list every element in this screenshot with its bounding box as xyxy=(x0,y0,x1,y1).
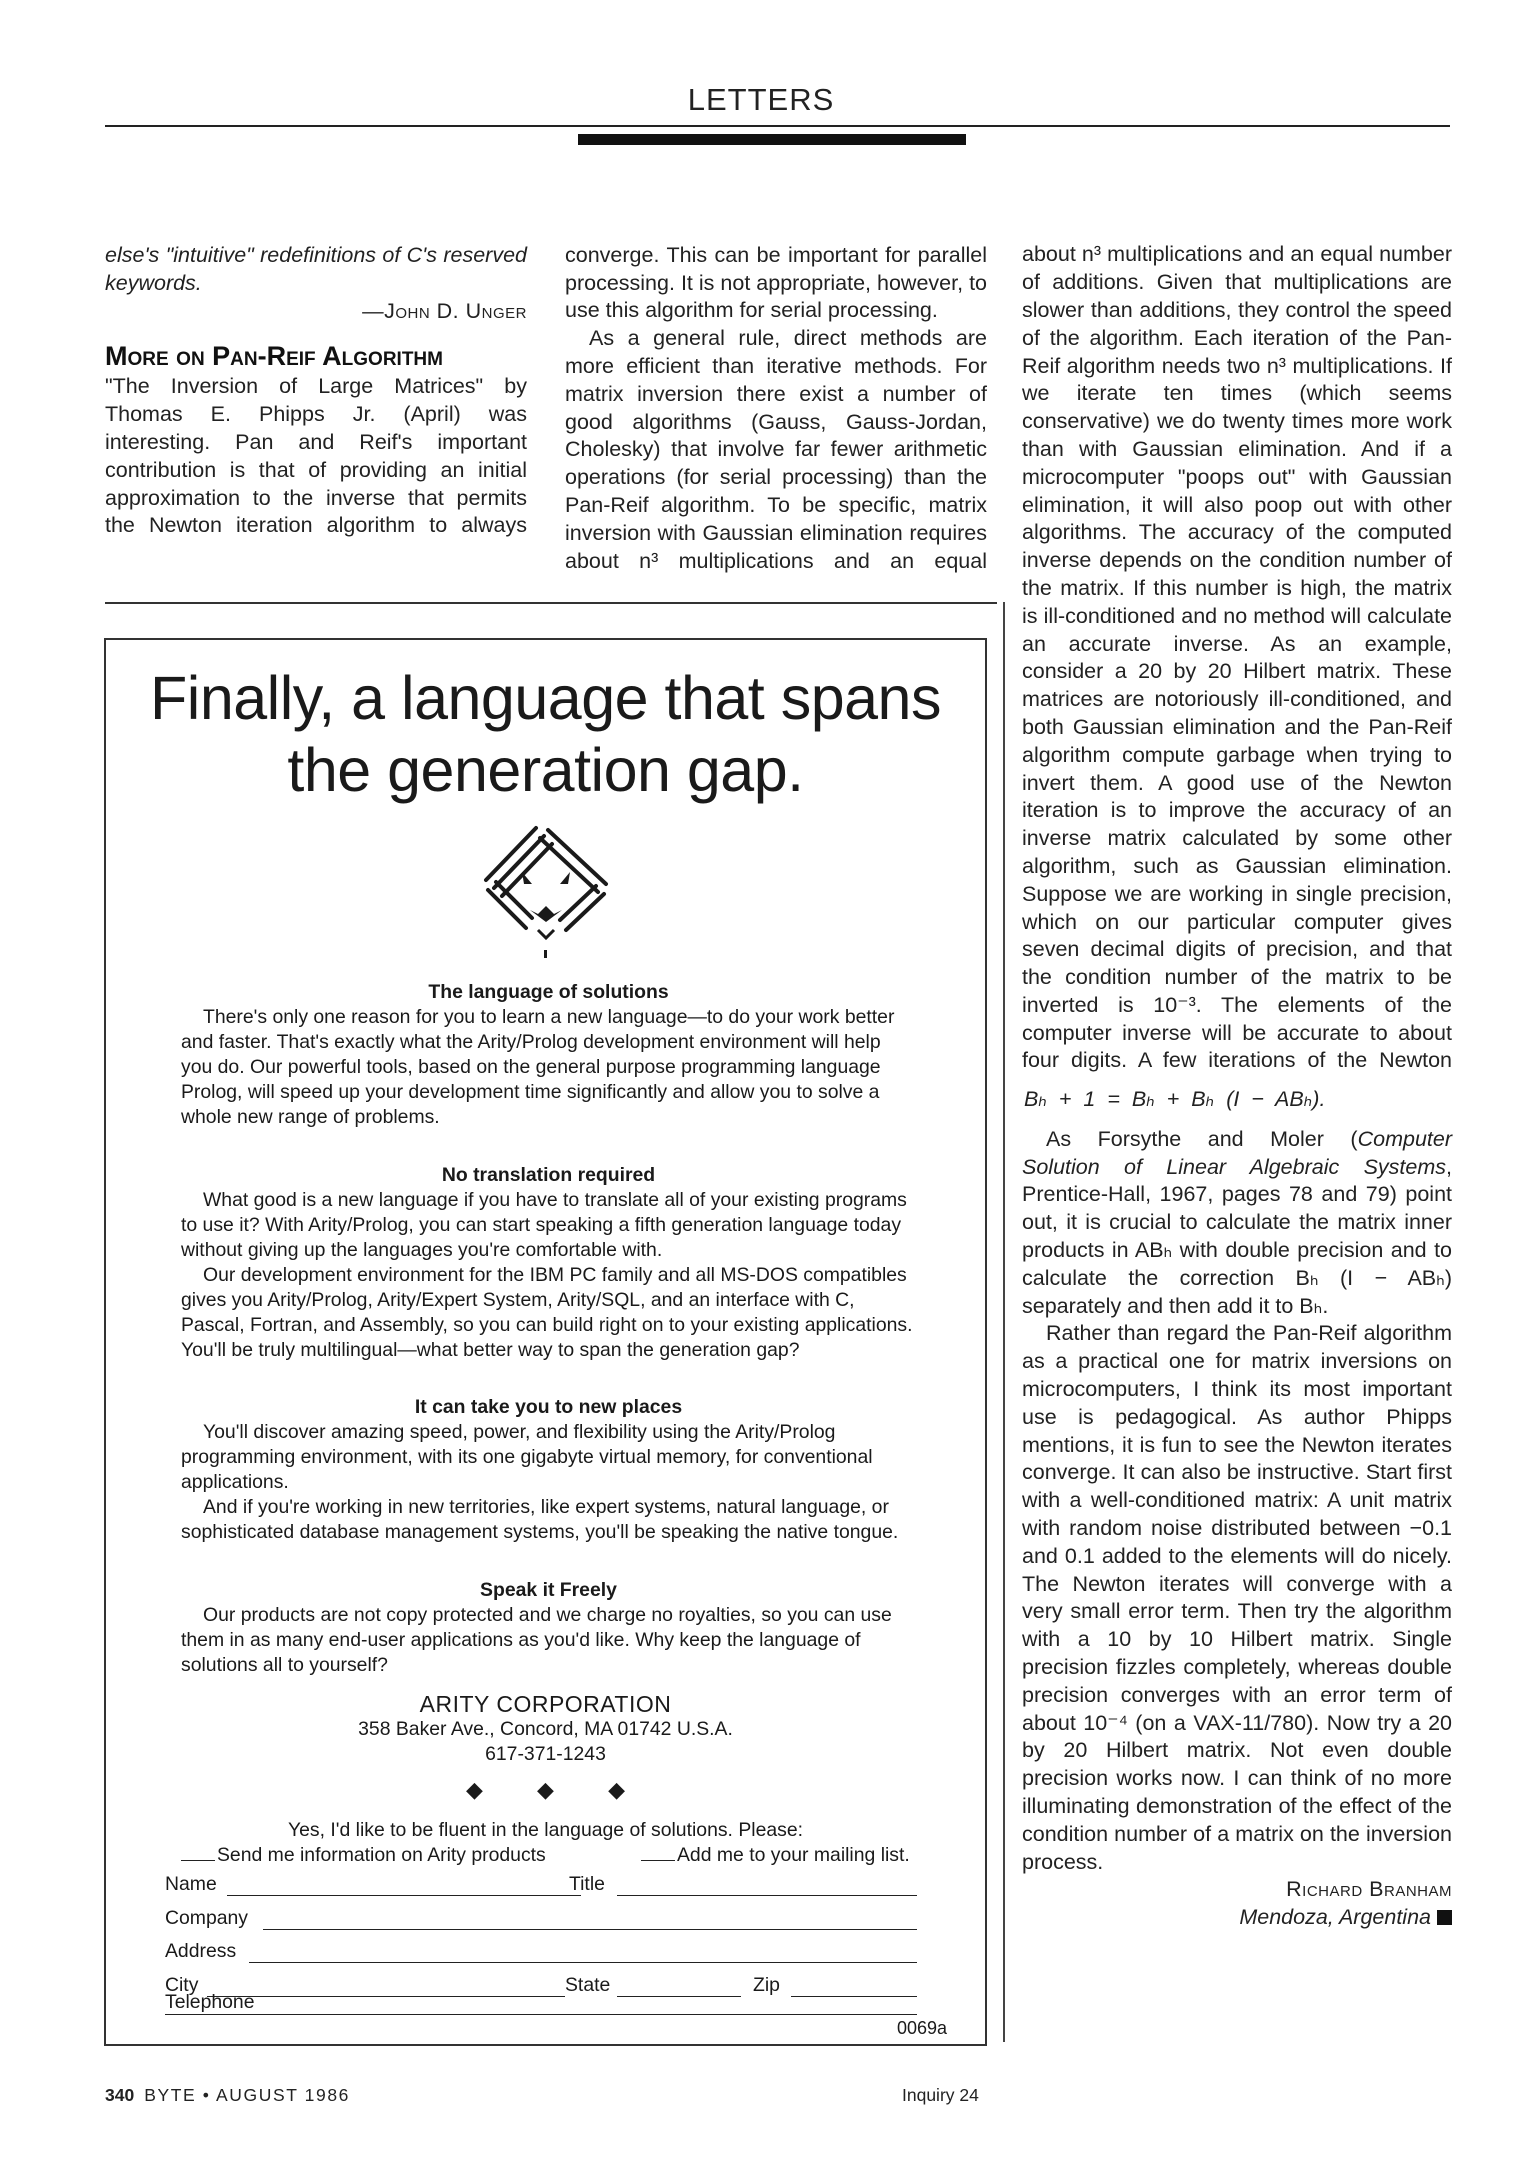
footer-folio xyxy=(105,2085,350,2106)
letter-signature-2: Richard Branham xyxy=(1286,1877,1452,1902)
ad-section-title: It can take you to new places xyxy=(414,1396,683,1418)
letter-paragraph: "The Inversion of Large Matrices" by Thomas E. Phipps Jr. (April) was interesting. Pan and Reif's important contribution is that of providing an initial approximation to the inverse that permits the Newton iteration algorithm to always xyxy=(105,374,527,538)
para3-start: As Forsythe and Moler ( xyxy=(1046,1126,1358,1151)
advertisement xyxy=(104,638,987,2046)
letter-paragraph-4: Rather than regard the Pan-Reif algorithm as a practical one for matrix inversions on microcomputers, I think its most important use is pedagogical. As author Phipps mentions, it is fun to see the Newton iterates converge. It can also be instructive. Start first with a well-conditioned matrix: A unit matrix with random noise distributed between −0.1 and 0.1 added to the elements will do nicely. The Newton iterates will converge with a very small error term. Then try the algorithm with a 10 by 10 Hilbert matrix. Single precision fizzles completely, whereas double precision converges with an error term of about 10⁻⁴ (on a VAX-11/780). Now try a 20 by 20 Hilbert matrix. Not even double precision works now. I can think of no more illuminating demonstration of the effect of the condition number of a matrix on the inversion process. xyxy=(1022,1321,1452,1874)
letter-signature: —John D. Unger xyxy=(362,298,527,323)
ad-paragraph: Our development environment for the IBM PC family and all MS-DOS compatibles gives you Arity/Prolog, Arity/Expert System, Arity/SQL, and an interface with C, Pascal, Fortran, and Assembly, so you can build right on to your existing applications. You'll be truly multilingual—what better way to span the generation gap? xyxy=(181,1264,913,1361)
ad-section xyxy=(181,1163,916,1363)
magazine-issue: BYTE • AUGUST 1986 xyxy=(144,2085,350,2105)
ad-section xyxy=(181,1395,916,1545)
location-text: Mendoza, Argentina xyxy=(1239,1905,1431,1930)
ad-paragraph: There's only one reason for you to learn a new language—to do your work better and faster. That's exactly what the Arity/Prolog development environment will help you do. Our powerful tools, based on the general purpose programming language Prolog, will speed up your development time significantly and allow you to solve a whole new range of problems. xyxy=(181,1006,895,1128)
address-label: Address xyxy=(165,1940,237,1962)
letter-paragraph-3 xyxy=(1022,1126,1452,1321)
column-3 xyxy=(1022,242,1452,1932)
company-block xyxy=(106,1692,985,1767)
ad-headline xyxy=(106,662,985,806)
letter-closing: else's "intuitive" redefinitions of C's reserved keywords. xyxy=(105,243,527,295)
column-1 xyxy=(105,242,527,539)
telephone-label: Telephone xyxy=(165,1991,255,2013)
company-field[interactable] xyxy=(263,1929,917,1930)
ad-section-title: Speak it Freely xyxy=(480,1579,617,1601)
company-phone: 617-371-1243 xyxy=(485,1743,606,1765)
option-send-info[interactable] xyxy=(181,1843,546,1868)
lion-head-logo-icon xyxy=(466,810,626,960)
inquiry-number: Inquiry 24 xyxy=(902,2085,979,2105)
book-title: Computer Solution of Linear Algebraic Systems xyxy=(1022,1126,1452,1179)
address-field[interactable] xyxy=(249,1962,917,1963)
state-label: State xyxy=(565,1974,611,1996)
ad-section xyxy=(181,1578,916,1678)
title-label: Title xyxy=(569,1873,605,1895)
letter-paragraph-2: As a general rule, direct methods are more efficient than iterative methods. For matrix inversion there exist a number of good algorithms (Gauss, Gauss-Jordan, Cholesky) that involve far fewer arithmetic operations (for serial processing) than the Pan-Reif algorithm. To be specific, matrix inversion with Gaussian elimination requires about n³ multiplications and an equal xyxy=(565,326,987,573)
column-2 xyxy=(565,242,987,576)
ad-section-title: No translation required xyxy=(441,1164,656,1186)
option-send-info-label: Send me information on Arity products xyxy=(217,1844,546,1866)
ad-section-title: The language of solutions xyxy=(428,981,669,1003)
name-label: Name xyxy=(165,1873,217,1895)
header-rule xyxy=(105,125,1450,127)
end-mark-icon xyxy=(1437,1910,1452,1925)
ad-headline-line2: the generation gap. xyxy=(287,736,804,804)
name-field[interactable] xyxy=(227,1895,581,1896)
ad-paragraph: Our products are not copy protected and we charge no royalties, so you can use them in as many end-user applications as you'd like. Why keep the language of solutions all to yourself? xyxy=(181,1604,892,1676)
page-number: 340 xyxy=(105,2085,135,2105)
company-label: Company xyxy=(165,1907,248,1929)
option-mailing-list-label: Add me to your mailing list. xyxy=(677,1844,910,1866)
newton-equation: Bₕ + 1 = Bₕ + Bₕ (I − ABₕ). xyxy=(1024,1087,1326,1111)
ad-paragraph: You'll discover amazing speed, power, and flexibility using the Arity/Prolog programming environment, with its one gigabyte virtual memory, for conventional applications. xyxy=(181,1421,873,1493)
form-row-telephone xyxy=(165,1991,917,2015)
header-bar xyxy=(578,134,966,145)
letter-location xyxy=(1022,1904,1452,1932)
form-row-company xyxy=(165,1907,917,1931)
ad-paragraph: And if you're working in new territories, like expert systems, natural language, or sophisticated database management systems, you'll be speaking the native tongue. xyxy=(181,1496,899,1543)
letter-paragraph-cont: converge. This can be important for parallel processing. It is not appropriate, however, to use this algorithm for serial processing. xyxy=(565,242,987,323)
form-row-name xyxy=(165,1873,917,1897)
zip-label: Zip xyxy=(753,1974,780,1996)
ad-paragraph: What good is a new language if you have to translate all of your existing programs to use it? With Arity/Prolog, you can start speaking a fifth generation language today without giving up the languages you're comfortable with. xyxy=(181,1189,907,1261)
ad-code: 0069a xyxy=(896,2018,947,2038)
title-field[interactable] xyxy=(617,1895,917,1896)
letter-heading: More on Pan-Reif Algorithm xyxy=(105,341,443,372)
city-label: City xyxy=(165,1974,199,1996)
section-title: LETTERS xyxy=(687,82,835,117)
option-mailing-list[interactable] xyxy=(641,1843,910,1868)
ad-headline-line1: Finally, a language that spans xyxy=(150,664,941,732)
company-address: 358 Baker Ave., Concord, MA 01742 U.S.A. xyxy=(358,1718,733,1740)
checkbox-line[interactable] xyxy=(181,1860,215,1861)
para3-end: , Prentice-Hall, 1967, pages 78 and 79) point out, it is crucial to calculate the matrix inner products in ABₕ with double precision and to calculate the correction Bₕ (I − ABₕ) separately and then add it to Bₕ. xyxy=(1022,1154,1452,1318)
form-row-address xyxy=(165,1940,917,1964)
letter-paragraph-2-cont: about n³ multiplications and an equal number of additions. Given that multiplications are slower than additions, they control the speed of the algorithm. Each iteration of the Pan-Reif algorithm needs two n³ multiplications. If we iterate ten times (which seems conservative) we do twenty times more work than with Gaussian elimination. And if a microcomputer "poops out" with Gaussian elimination, it will also poop out with other algorithms. The accuracy of the computed inverse depends on the condition number of the matrix. If this number is high, the matrix is ill-conditioned and no method will calculate an accurate inverse. As an example, consider a 20 by 20 Hilbert matrix. These matrices are notoriously ill-conditioned, and both Gaussian elimination and the Pan-Reif algorithm compute garbage when trying to invert them. A good use of the Newton iteration is to improve the accuracy of an inverse matrix calculated by some other algorithm, such as Gaussian elimination. Suppose we are working in single precision, which on our particular computer gives seven decimal digits of precision, and that the condition number of the matrix to be inverted is 10⁻³. The elements of the computer inverse will be accurate to about four digits. A few iterations of the Newton xyxy=(1022,242,1452,1073)
column-divider xyxy=(105,602,997,604)
form-intro: Yes, I'd like to be fluent in the language of solutions. Please: xyxy=(287,1819,804,1841)
company-name: ARITY CORPORATION xyxy=(419,1691,672,1717)
checkbox-line[interactable] xyxy=(641,1860,675,1861)
telephone-field[interactable] xyxy=(165,2014,917,2015)
ad-section xyxy=(181,980,916,1130)
diamond-ornament-icon: ◆ ◆ ◆ xyxy=(466,1777,625,1802)
column-rule xyxy=(1003,602,1005,2042)
